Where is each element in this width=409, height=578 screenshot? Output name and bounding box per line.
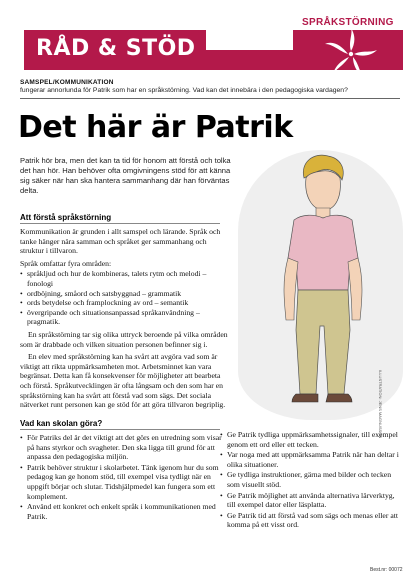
list-item: • övergripande och situationsanpassad språkanvändning – pragmatik. — [20, 308, 230, 327]
section-heading-understanding: Att förstå språkstörning — [20, 213, 112, 222]
brand-title: RÅD & STÖD — [36, 36, 196, 61]
school-actions-list-left — [20, 433, 230, 521]
list-item: • Ge tydliga instruktioner, gärna med bilder och tecken som visuellt stöd. — [220, 470, 400, 489]
list-item: • Ge Patrik tid att förstå vad som sägs och menas eller att komma på ett visst ord. — [220, 511, 400, 530]
list-intro: Språk omfattar fyra områden: — [20, 258, 112, 268]
logo-box — [293, 30, 403, 70]
list-item: • ords betydelse och framplockning av ord – semantik — [20, 298, 230, 308]
language-areas-list — [20, 269, 230, 327]
list-item: • Var noga med att uppmärksamma Patrik när han deltar i olika situationer. — [220, 450, 400, 469]
series-label: SPRÅKSTÖRNING — [302, 17, 394, 28]
illustration-credit: ILLUSTRATION: JENS MAGNUSSON — [378, 370, 383, 439]
category-label: SAMSPEL/KOMMUNIKATION — [20, 79, 114, 86]
brand-box — [24, 30, 206, 70]
page-title: Det här är Patrik — [18, 110, 293, 145]
section-divider — [20, 223, 220, 224]
list-item: • ordböjning, småord och satsbyggnad – grammatik — [20, 289, 230, 299]
list-item: • Ge Patrik möjlighet att använda alternativa lärverktyg, till exempel dator eller läsplatta. — [220, 491, 400, 510]
list-item: • Ge Patrik tydliga uppmärksamhetssignaler, till exempel genom ett ord eller ett tecken. — [220, 430, 400, 449]
paragraph: En språkstörning tar sig olika uttryck beroende på vilka områden som är drabbade och vilken situation personen befinner sig i. — [20, 329, 228, 349]
school-actions-right — [220, 430, 400, 530]
list-item: • För Patriks del är det viktigt att det görs en utredning som visar på hans styrkor och svagheter. Den ska ligga till grund för att anpassa den pedagogiska miljön. — [20, 433, 230, 462]
list-item: • Patrik behöver struktur i skolarbetet. Tänk igenom hur du som pedagog kan ge honom stöd, till exempel visa tydligt när en uppgift börjar och slutar. Tidshjälpmedel kan fungera som ett komplement. — [20, 463, 230, 501]
star-logo-icon — [293, 30, 403, 70]
section-understanding-body — [20, 227, 230, 413]
category-description: fungerar annorlunda för Patrik som har en språkstörning. Vad kan det innebära i den pedagogiska vardagen? — [20, 87, 348, 94]
intro-text: Patrik hör bra, men det kan ta tid för honom att förstå och tolka det han hör. Han behöver ofta omgivningens stöd för att känna sig säker när han ska hantera sammanhang där han förväntas delta. — [20, 156, 231, 195]
divider — [20, 98, 400, 99]
section-divider — [20, 429, 220, 430]
paragraph: En elev med språkstörning kan ha svårt att avgöra vad som är viktigt att rikta uppmärksamheten mot. Arbetsminnet kan vara begränsat. Detta kan få konsekvenser för möjligheter att bearbeta och förstå. Språkutvecklingen är ofta långsam och den som har en språkstörning kan ha svårt att förstå vad som sägs. Det sociala nätverket runt personen kan ge stöd för att göra tillvaron begriplig. — [20, 352, 226, 410]
section-heading-school: Vad kan skolan göra? — [20, 419, 103, 428]
school-actions-left — [20, 433, 230, 521]
order-number: Best.nr: 00072 — [370, 567, 403, 573]
list-item: • Använd ett konkret och enkelt språk i kommunikationen med Patrik. — [20, 502, 230, 521]
paragraph: Kommunikation är grunden i allt samspel och lärande. Språk och tanke hänger nära samman och språket ger sammanhang och struktur i tillvaron. — [20, 227, 221, 256]
list-item: • språkljud och hur de kombineras, talets rytm och melodi – fonologi — [20, 269, 230, 288]
page-header — [6, 6, 403, 72]
school-actions-list-right — [220, 430, 400, 530]
